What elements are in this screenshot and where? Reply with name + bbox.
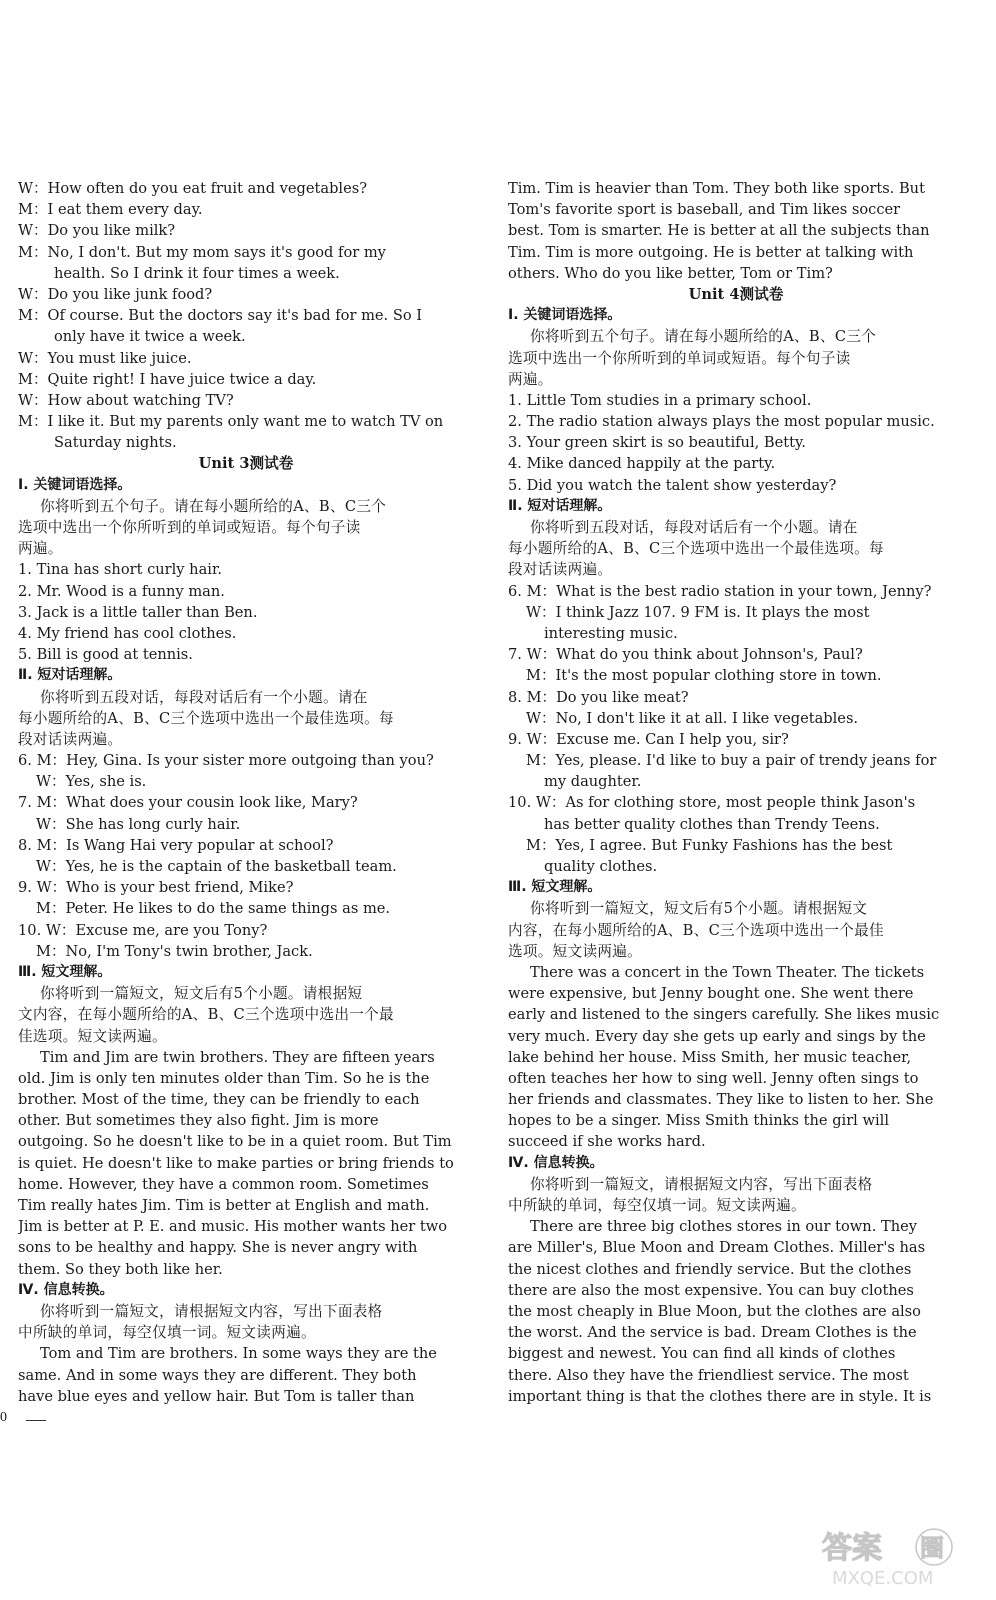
text-line: early and listened to the singers carefully. She likes music <box>508 1006 940 1024</box>
text-line: them. So they both like her. <box>18 1260 223 1278</box>
text-line: W：Do you like milk? <box>18 222 176 240</box>
text-line: lake behind her house. Miss Smith, her music teacher, <box>508 1048 912 1066</box>
text-line: Tom and Tim are brothers. In some ways they are the <box>40 1345 437 1363</box>
text-line: 你将听到五个句子。请在每小题所给的A、B、C三个 <box>40 497 387 515</box>
text-line: 每小题所给的A、B、C三个选项中选出一个最佳选项。每 <box>18 709 394 727</box>
text-line: 段对话读两遍。 <box>508 561 613 579</box>
svg-text:答案: 答案 <box>822 1531 882 1566</box>
text-line: 8. M：Is Wang Hai very popular at school? <box>18 836 334 854</box>
text-line: 段对话读两遍。 <box>18 730 123 748</box>
text-line: 8. M：Do you like meat? <box>508 688 689 706</box>
text-line: 中所缺的单词，每空仅填一词。短文读两遍。 <box>508 1197 806 1214</box>
text-line: hopes to be a singer. Miss Smith thinks the girl will <box>508 1112 889 1130</box>
text-line: 3. Jack is a little taller than Ben. <box>18 603 258 621</box>
text-line: M：Quite right! I have juice twice a day. <box>18 370 317 388</box>
text-line: brother. Most of the time, they can be friendly to each <box>18 1091 420 1109</box>
text-line: quality clothes. <box>544 858 658 875</box>
watermark-logo-icon <box>816 1522 976 1592</box>
section-heading: Ⅰ. 关键词语选择。 <box>18 476 132 493</box>
text-line: W：No, I don't like it at all. I like vegetables. <box>526 709 859 727</box>
text-line: 佳选项。短文读两遍。 <box>18 1027 167 1045</box>
section-heading: Ⅲ. 短文理解。 <box>508 879 602 896</box>
text-line: 5. Did you watch the talent show yesterday? <box>508 476 837 494</box>
section-heading: Ⅰ. 关键词语选择。 <box>508 307 622 324</box>
text-line: best. Tom is smarter. He is better at all the subjects than <box>508 222 930 240</box>
page-number-rule <box>26 1420 46 1421</box>
text-line: biggest and newest. You can find all kinds of clothes <box>508 1345 896 1363</box>
text-line: 文内容，在每小题所给的A、B、C三个选项中选出一个最 <box>18 1006 394 1024</box>
text-line: W：How often do you eat fruit and vegetables? <box>18 180 368 197</box>
text-line: often teaches her how to sing well. Jenny often sings to <box>508 1069 919 1087</box>
text-line: Tim. Tim is heavier than Tom. They both like sports. But <box>508 180 925 197</box>
text-line: were expensive, but Jenny bought one. She went there <box>508 985 914 1003</box>
text-line: only have it twice a week. <box>54 328 246 346</box>
text-line: 两遍。 <box>508 370 553 388</box>
text-line: 7. M：What does your cousin look like, Mary? <box>18 794 358 812</box>
text-line: old. Jim is only ten minutes older than Tim. So he is the <box>18 1069 430 1087</box>
text-line: 你将听到一篇短文，短文后有5个小题。请根据短 <box>40 985 363 1003</box>
svg-text:圈: 圈 <box>920 1534 944 1562</box>
text-line: sons to be healthy and happy. She is never angry with <box>18 1239 418 1257</box>
text-line: M：I eat them every day. <box>18 201 203 219</box>
text-line: 你将听到一篇短文，短文后有5个小题。请根据短文 <box>530 900 868 918</box>
text-line: 9. W：Excuse me. Can I help you, sir? <box>508 730 789 748</box>
watermark-logo <box>816 1522 976 1592</box>
text-line: 中所缺的单词，每空仅填一词。短文读两遍。 <box>18 1324 316 1342</box>
section-heading: Ⅳ. 信息转换。 <box>18 1281 114 1298</box>
text-line: the most cheaply in Blue Moon, but the clothes are also <box>508 1302 921 1320</box>
text-line: 2. Mr. Wood is a funny man. <box>18 582 225 600</box>
text-line: there. Also they have the friendliest service. The most <box>508 1366 909 1384</box>
text-line: 每小题所给的A、B、C三个选项中选出一个最佳选项。每 <box>508 540 884 558</box>
watermark-site: MXQE.COM <box>832 1568 934 1589</box>
text-line: 你将听到一篇短文，请根据短文内容，写出下面表格 <box>40 1302 383 1320</box>
text-line: health. So I drink it four times a week. <box>54 264 340 282</box>
text-line: other. But sometimes they also fight. Jim is more <box>18 1112 379 1130</box>
text-line: is quiet. He doesn't like to make parties or bring friends to <box>18 1154 454 1172</box>
text-line: W：You must like juice. <box>18 349 192 367</box>
text-line: 10. W：As for clothing store, most people think Jason's <box>508 794 916 812</box>
text-line: others. Who do you like better, Tom or Tim? <box>508 264 833 282</box>
text-line: 4. My friend has cool clothes. <box>18 624 237 642</box>
text-line: 6. M：Hey, Gina. Is your sister more outgoing than you? <box>18 752 434 770</box>
text-line: W：Yes, he is the captain of the basketball team. <box>36 858 397 875</box>
text-line: 1. Little Tom studies in a primary school. <box>508 391 812 409</box>
text-line: W：How about watching TV? <box>18 391 234 409</box>
text-line: M：No, I don't. But my mom says it's good for my <box>18 243 386 261</box>
text-line: There are three big clothes stores in our town. They <box>530 1218 917 1236</box>
text-line: There was a concert in the Town Theater. The tickets <box>530 963 925 981</box>
text-line: very much. Every day she gets up early and sings by the <box>508 1027 926 1045</box>
text-line: home. However, they have a common room. Sometimes <box>18 1175 429 1193</box>
section-heading: Ⅲ. 短文理解。 <box>18 963 112 980</box>
text-line: W：Do you like junk food? <box>18 285 213 303</box>
page-number: 0 <box>0 1410 7 1425</box>
text-line: W：She has long curly hair. <box>36 815 241 833</box>
text-line: 4. Mike danced happily at the party. <box>508 455 776 473</box>
text-line: 2. The radio station always plays the most popular music. <box>508 413 935 431</box>
text-line: 9. W：Who is your best friend, Mike? <box>18 879 294 897</box>
text-line: outgoing. So he doesn't like to be in a quiet room. But Tim <box>18 1133 452 1151</box>
text-line: 7. W：What do you think about Johnson's, Paul? <box>508 646 863 664</box>
text-line: Jim is better at P. E. and music. His mother wants her two <box>18 1218 447 1236</box>
text-line: succeed if she works hard. <box>508 1133 706 1151</box>
text-line: my daughter. <box>544 773 642 791</box>
text-line: 你将听到五段对话，每段对话后有一个小题。请在 <box>40 688 368 706</box>
text-line: her friends and classmates. They like to listen to her. She <box>508 1091 934 1109</box>
text-line: Tim. Tim is more outgoing. He is better at talking with <box>508 243 914 261</box>
text-line: M：Peter. He likes to do the same things as me. <box>36 900 391 918</box>
text-line: Tim really hates Jim. Tim is better at English and math. <box>18 1197 430 1214</box>
text-line: Tim and Jim are twin brothers. They are fifteen years <box>40 1048 435 1066</box>
text-line: Tom's favorite sport is baseball, and Tim likes soccer <box>508 201 901 219</box>
text-line: 你将听到五个句子。请在每小题所给的A、B、C三个 <box>530 328 877 346</box>
text-line: 你将听到一篇短文，请根据短文内容，写出下面表格 <box>530 1175 873 1193</box>
section-heading: Ⅱ. 短对话理解。 <box>18 667 122 684</box>
section-heading: Ⅱ. 短对话理解。 <box>508 497 612 514</box>
section-heading: Ⅳ. 信息转换。 <box>508 1154 604 1171</box>
text-line: same. And in some ways they are different. They both <box>18 1366 417 1384</box>
text-line: M：I like it. But my parents only want me to watch TV on <box>18 413 444 431</box>
text-line: important thing is that the clothes there are in style. It is <box>508 1387 932 1405</box>
text-line: 选项中选出一个你所听到的单词或短语。每个句子读 <box>508 349 851 367</box>
text-line: the nicest clothes and friendly service. But the clothes <box>508 1260 912 1278</box>
text-line: has better quality clothes than Trendy Teens. <box>544 815 880 833</box>
text-line: 两遍。 <box>18 540 63 558</box>
text-line: 6. M：What is the best radio station in your town, Jenny? <box>508 582 932 600</box>
left-column <box>18 178 474 1407</box>
text-line: Saturday nights. <box>54 434 177 452</box>
unit-heading: Unit 3测试卷 <box>198 455 294 473</box>
text-line: W：I think Jazz 107. 9 FM is. It plays the most <box>526 603 870 621</box>
text-line: interesting music. <box>544 624 678 642</box>
text-line: there are also the most expensive. You can buy clothes <box>508 1281 914 1299</box>
text-line: 3. Your green skirt is so beautiful, Betty. <box>508 434 806 452</box>
text-line: M：No, I'm Tony's twin brother, Jack. <box>36 942 313 960</box>
text-line: are Miller's, Blue Moon and Dream Clothes. Miller's has <box>508 1239 926 1257</box>
text-line: 选项中选出一个你所听到的单词或短语。每个句子读 <box>18 519 361 536</box>
right-column <box>508 178 964 1407</box>
text-line: 10. W：Excuse me, are you Tony? <box>18 921 268 939</box>
unit-heading: Unit 4测试卷 <box>688 285 784 303</box>
text-line: 内容，在每小题所给的A、B、C三个选项中选出一个最佳 <box>508 921 884 939</box>
text-line: the worst. And the service is bad. Dream Clothes is the <box>508 1324 917 1342</box>
text-line: 选项。短文读两遍。 <box>508 942 643 960</box>
text-line: M：Yes, I agree. But Funky Fashions has the best <box>526 836 893 854</box>
text-line: M：It's the most popular clothing store in town. <box>526 667 882 685</box>
text-line: M：Of course. But the doctors say it's bad for me. So I <box>18 307 423 325</box>
text-line: W：Yes, she is. <box>36 773 147 791</box>
text-line: have blue eyes and yellow hair. But Tom is taller than <box>18 1387 415 1405</box>
text-line: 你将听到五段对话，每段对话后有一个小题。请在 <box>530 519 858 536</box>
text-line: M：Yes, please. I'd like to buy a pair of trendy jeans for <box>526 752 937 770</box>
text-line: 1. Tina has short curly hair. <box>18 561 222 579</box>
text-line: 5. Bill is good at tennis. <box>18 646 193 664</box>
